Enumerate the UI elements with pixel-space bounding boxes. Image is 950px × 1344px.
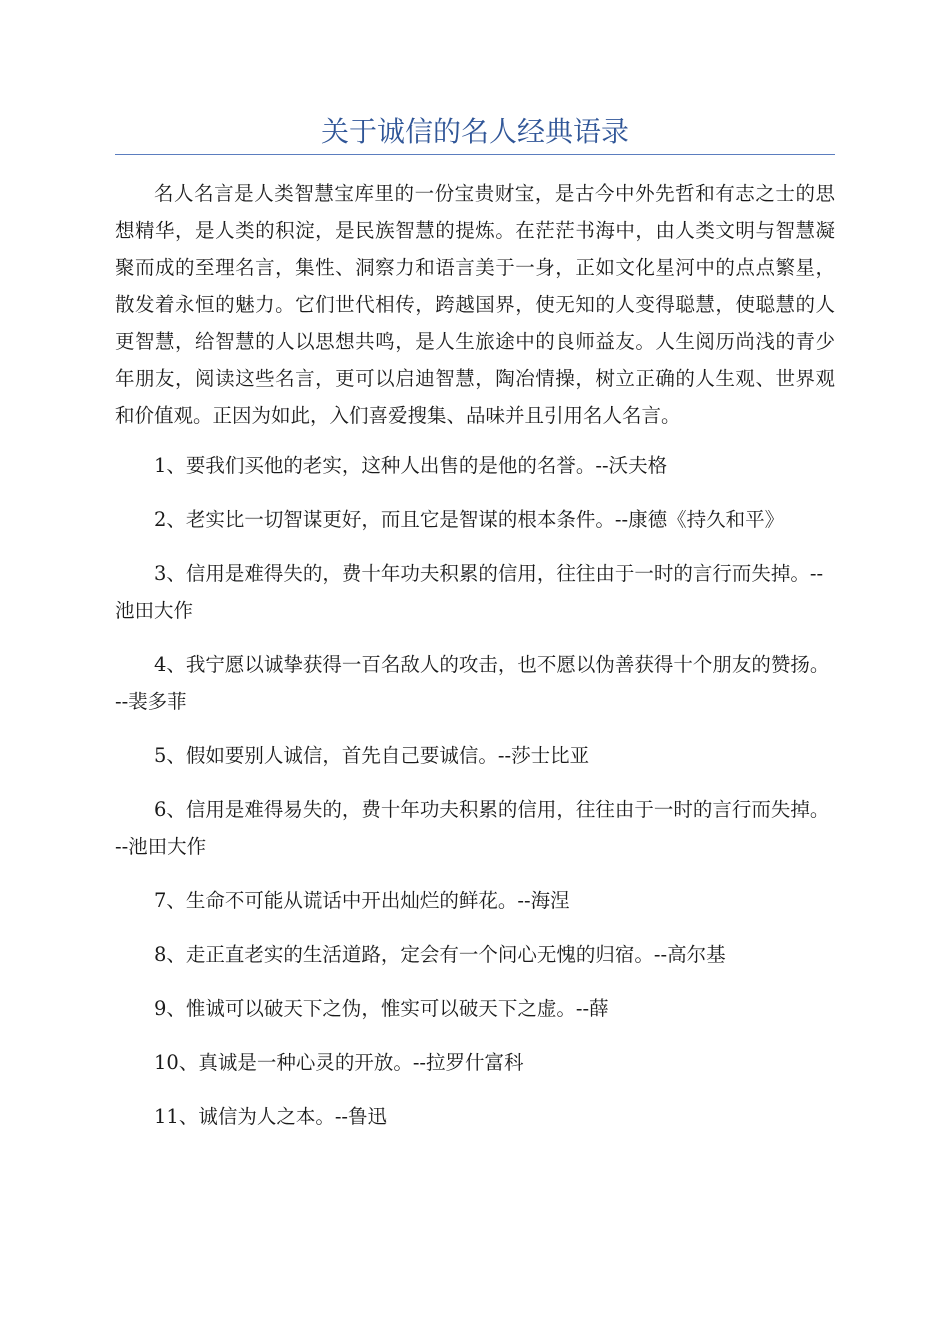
quote-item: 4、我宁愿以诚挚获得一百名敌人的攻击，也不愿以伪善获得十个朋友的赞扬。--裴多菲 bbox=[115, 653, 830, 713]
quote-item: 6、信用是难得易失的，费十年功夫积累的信用，往往由于一时的言行而失掉。--池田大作 bbox=[115, 798, 830, 858]
quote-item: 8、走正直老实的生活道路，定会有一个问心无愧的归宿。--高尔基 bbox=[154, 943, 726, 966]
quote-item: 10、真诚是一种心灵的开放。--拉罗什富科 bbox=[154, 1051, 524, 1074]
quote-item: 5、假如要别人诚信，首先自己要诚信。--莎士比亚 bbox=[154, 744, 590, 767]
quote-item: 3、信用是难得失的，费十年功夫积累的信用，往往由于一时的言行而失掉。--池田大作 bbox=[115, 562, 824, 622]
quote-item: 2、老实比一切智谋更好，而且它是智谋的根本条件。--康德《持久和平》 bbox=[154, 508, 785, 531]
title-underline bbox=[115, 154, 835, 155]
document-title: 关于诚信的名人经典语录 bbox=[320, 115, 629, 148]
document-body bbox=[115, 175, 835, 1152]
quote-item: 1、要我们买他的老实，这种人出售的是他的名誉。--沃夫格 bbox=[154, 454, 668, 477]
intro-paragraph: 名人名言是人类智慧宝库里的一份宝贵财宝，是古今中外先哲和有志之士的思想精华，是人类的积淀，是民族智慧的提炼。在茫茫书海中，由人类文明与智慧凝聚而成的至理名言，集性、洞察力和语言美于一身，正如文化星河中的点点繁星，散发着永恒的魅力。它们世代相传，跨越国界，使无知的人变得聪慧，使聪慧的人更智慧，给智慧的人以思想共鸣，是人生旅途中的良师益友。人生阅历尚浅的青少年朋友，阅读这些名言，更可以启迪智慧，陶冶情操，树立正确的人生观、世界观和价值观。正因为如此，入们喜爱搜集、品味并且引用名人名言。 bbox=[115, 182, 835, 427]
quote-item: 7、生命不可能从谎话中开出灿烂的鲜花。--海涅 bbox=[154, 889, 570, 912]
quote-item: 9、惟诚可以破天下之伪，惟实可以破天下之虚。--薛 bbox=[154, 997, 609, 1020]
quote-item: 11、诚信为人之本。--鲁迅 bbox=[154, 1105, 387, 1128]
